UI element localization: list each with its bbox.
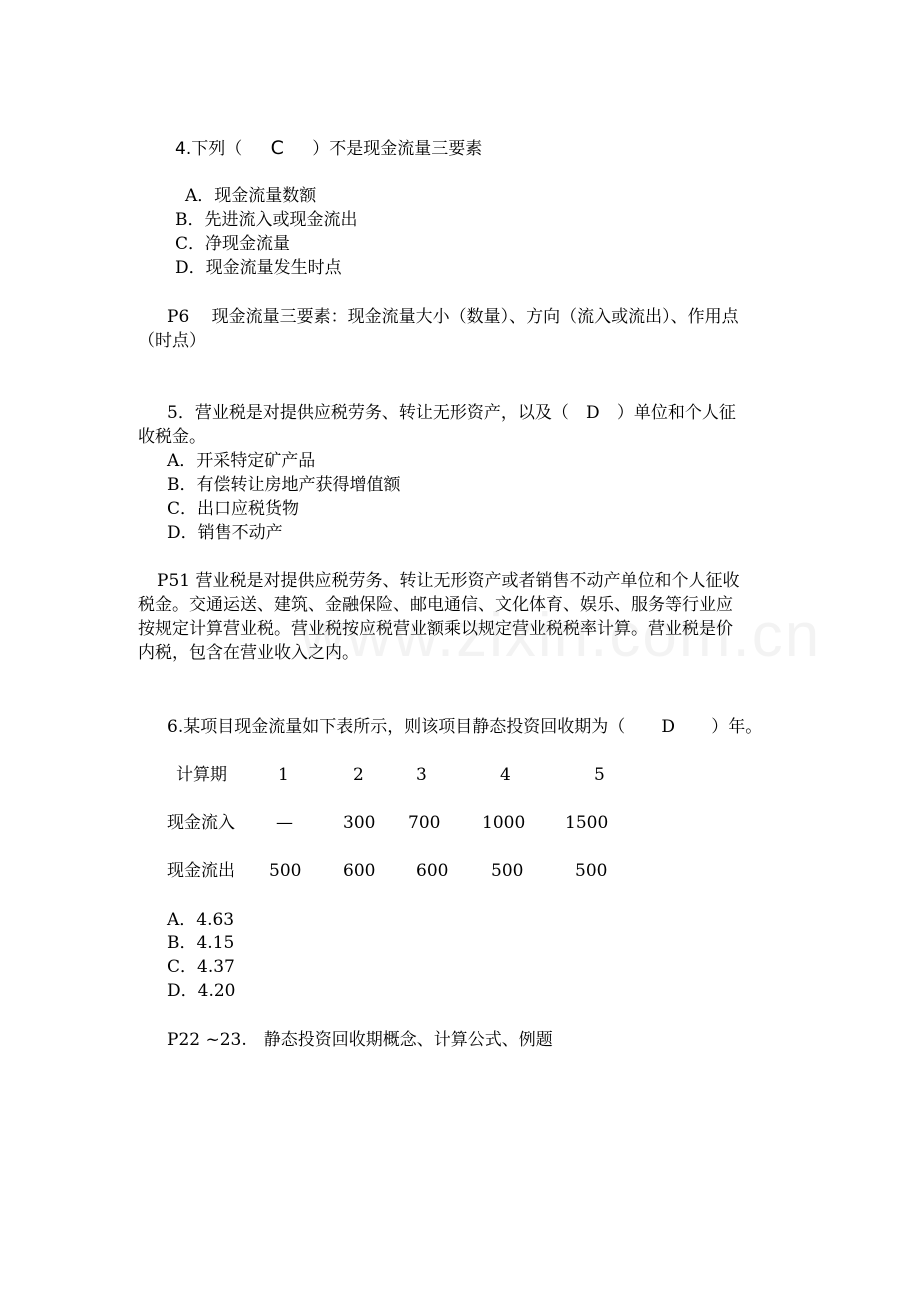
q5-option-d: D．销售不动产 <box>167 523 283 543</box>
q6-stem-post: ）年。 <box>711 717 763 737</box>
row-label: 现金流入 <box>167 813 235 833</box>
q5-note-line1: P51 营业税是对提供应税劳务、转让无形资产或者销售不动产单位和个人征收 <box>157 571 740 591</box>
q6-note: P22 ~23. 静态投资回收期概念、计算公式、例题 <box>167 1030 553 1050</box>
table-cell: 2 <box>353 765 364 785</box>
q4-option-d: D．现金流量发生时点 <box>175 258 342 278</box>
table-cell: 1500 <box>565 813 609 833</box>
q6-stem <box>167 716 762 738</box>
q4-number: 4. <box>175 139 192 159</box>
q6-option-d: D．4.20 <box>167 981 236 1001</box>
q5-option-c: C．出口应税货物 <box>167 499 300 519</box>
q5-stem-line1 <box>167 402 736 424</box>
q4-stem <box>175 137 482 160</box>
q4-note-line2: （时点） <box>138 331 206 351</box>
table-cell: 500 <box>491 861 524 881</box>
table-cell: 1000 <box>482 813 526 833</box>
table-cell: 300 <box>343 813 376 833</box>
table-cell: 600 <box>416 861 449 881</box>
q5-answer: D <box>586 403 600 423</box>
q5-note-line2: 税金。交通运送、建筑、金融保险、邮电通信、文化体育、娱乐、服务等行业应 <box>138 595 733 615</box>
q6-stem-pre: 6.某项目现金流量如下表所示，则该项目静态投资回收期为（ <box>167 717 626 737</box>
table-cell: 1 <box>278 765 289 785</box>
q4-stem-pre: 下列（ <box>191 139 243 159</box>
table-cell: 500 <box>575 861 608 881</box>
q5-option-b: B．有偿转让房地产获得增值额 <box>167 475 401 495</box>
q4-option-c: C．净现金流量 <box>175 234 291 254</box>
table-cell: 5 <box>594 765 605 785</box>
q6-option-a: A．4.63 <box>167 910 235 930</box>
table-cell: 500 <box>269 861 302 881</box>
q4-note-line1: P6 现金流量三要素：现金流量大小（数量）、方向（流入或流出）、作用点 <box>167 307 739 327</box>
q6-option-c: C．4.37 <box>167 957 235 977</box>
q6-answer: D <box>661 717 676 737</box>
q4-option-a: A．现金流量数额 <box>185 186 317 206</box>
q5-stem-pre: 5．营业税是对提供应税劳务、转让无形资产，以及（ <box>167 403 569 423</box>
q5-stem-post: ）单位和个人征 <box>616 403 736 423</box>
q4-answer: C <box>270 137 284 159</box>
row-label: 现金流出 <box>167 861 235 881</box>
q4-stem-post: ）不是现金流量三要素 <box>312 139 483 159</box>
q4-option-b: B．先进流入或现金流出 <box>175 210 358 230</box>
table-cell: — <box>276 813 293 833</box>
q5-note-line4: 内税，包含在营业收入之内。 <box>138 643 359 663</box>
table-cell: 4 <box>500 765 511 785</box>
q5-option-a: A．开采特定矿产品 <box>167 451 316 471</box>
row-label: 计算期 <box>176 765 227 785</box>
q5-stem-line2: 收税金。 <box>138 427 206 447</box>
table-cell: 700 <box>408 813 441 833</box>
table-cell: 3 <box>416 765 427 785</box>
table-cell: 600 <box>343 861 376 881</box>
q5-note-line3: 按规定计算营业税。营业税按应税营业额乘以规定营业税税率计算。营业税是价 <box>138 619 733 639</box>
q6-option-b: B．4.15 <box>167 933 235 953</box>
